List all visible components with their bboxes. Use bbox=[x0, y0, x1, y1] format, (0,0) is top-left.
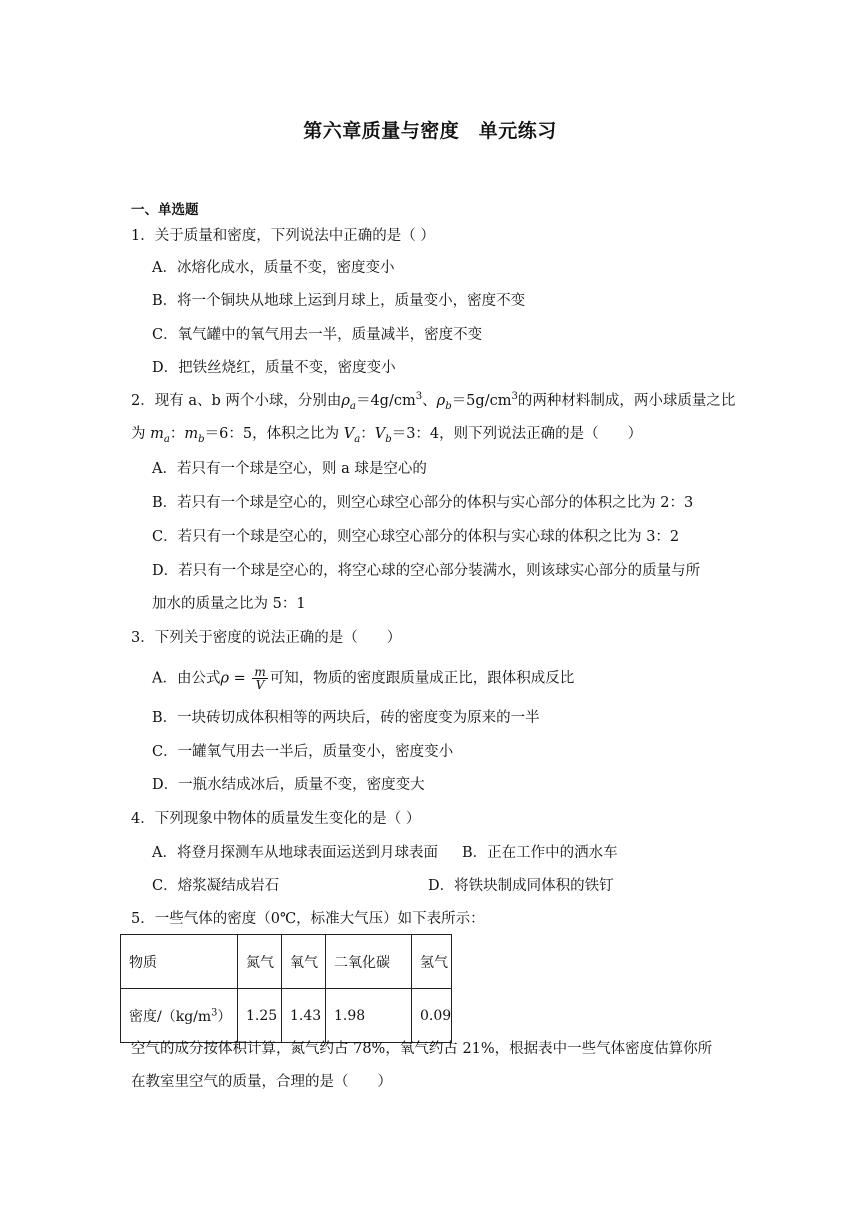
table-row bbox=[121, 935, 452, 989]
table-header-cell: 物质 bbox=[121, 935, 238, 989]
q1-option-d: D．把铁丝烧红，质量不变，密度变小 bbox=[152, 360, 396, 376]
section-heading: 一、单选题 bbox=[131, 202, 199, 218]
q2-option-d: D．若只有一个球是空心的，将空心球的空心部分装满水，则该球实心部分的质量与所 bbox=[152, 563, 701, 579]
q4-option-d: D．将铁块制成同体积的铁钉 bbox=[428, 878, 614, 894]
q1-option-a: A．冰熔化成水，质量不变，密度变小 bbox=[152, 260, 395, 276]
q4-option-c: C．熔浆凝结成岩石 bbox=[152, 878, 280, 894]
q4-stem: 4．下列现象中物体的质量发生变化的是（ ） bbox=[131, 811, 421, 827]
q2-option-c: C．若只有一个球是空心的，则空心球空心部分的体积与实心球的体积之比为 3：2 bbox=[152, 529, 680, 545]
table-cell: 0.09 bbox=[412, 989, 452, 1043]
table-row bbox=[121, 989, 452, 1043]
table-cell: 1.25 bbox=[238, 989, 282, 1043]
table-header-cell: 氧气 bbox=[282, 935, 326, 989]
table-cell: 1.43 bbox=[282, 989, 326, 1043]
q3-stem: 3．下列关于密度的说法正确的是（ ） bbox=[131, 630, 402, 646]
q3-option-c: C．一罐氧气用去一半后，质量变小，密度变小 bbox=[152, 744, 454, 760]
q4-option-b: B．正在工作中的洒水车 bbox=[462, 845, 618, 861]
q2-option-d-continued: 加水的质量之比为 5：1 bbox=[152, 596, 306, 612]
q3-option-b: B．一块砖切成体积相等的两块后，砖的密度变为原来的一半 bbox=[152, 710, 540, 726]
q3-option-a: A．由公式ρ = $\frac{m}{V}$ 可知，物质的密度跟质量成正比，跟体积成反比 bbox=[152, 665, 575, 692]
table-header-cell: 氮气 bbox=[238, 935, 282, 989]
table-header-cell: 二氧化碳 bbox=[326, 935, 412, 989]
q1-option-c: C．氧气罐中的氧气用去一半，质量减半，密度不变 bbox=[152, 327, 483, 343]
page-title: 第六章质量与密度 单元练习 bbox=[303, 120, 557, 142]
table-cell: 1.98 bbox=[326, 989, 412, 1043]
q2-option-b: B．若只有一个球是空心的，则空心球空心部分的体积与实心部分的体积之比为 2：3 bbox=[152, 495, 694, 511]
q2-option-a: A．若只有一个球是空心，则 a 球是空心的 bbox=[152, 461, 427, 477]
q1-option-b: B．将一个铜块从地球上运到月球上，质量变小，密度不变 bbox=[152, 293, 526, 309]
q5-text-line2: 在教室里空气的质量，合理的是（ ） bbox=[131, 1074, 392, 1090]
q4-option-a: A．将登月探测车从地球表面运送到月球表面 bbox=[152, 845, 438, 861]
table-row-label: 密度$/(kg/m^3)$ bbox=[121, 989, 238, 1043]
table-header-cell: 氢气 bbox=[412, 935, 452, 989]
q3-option-d: D．一瓶水结成冰后，质量不变，密度变大 bbox=[152, 777, 425, 793]
gas-density-table bbox=[120, 934, 452, 1043]
density-formula-fraction: $\frac{m}{V}$ bbox=[254, 665, 266, 692]
q1-stem: 1．关于质量和密度，下列说法中正确的是（ ） bbox=[131, 228, 435, 244]
q5-text-line1: 空气的成分按体积计算，氮气约占 78%，氧气约占 21%，根据表中一些气体密度估算你所 bbox=[131, 1041, 713, 1057]
q2-stem-line1: 2．现有 a、b 两个小球，分别由$\rho_a=4g/cm^3$、$\rho_b=5g/cm^3$的两种材料制成，两小球质量之比 bbox=[131, 391, 736, 412]
q5-stem: 5．一些气体的密度（0℃，标准大气压）如下表所示： bbox=[131, 911, 485, 927]
q2-stem-line2: 为 $m_a$：$m_b=6$：5，体积之比为 $V_a$：$V_b=3$：4，则下列说法正确的是（ ） bbox=[131, 426, 643, 445]
